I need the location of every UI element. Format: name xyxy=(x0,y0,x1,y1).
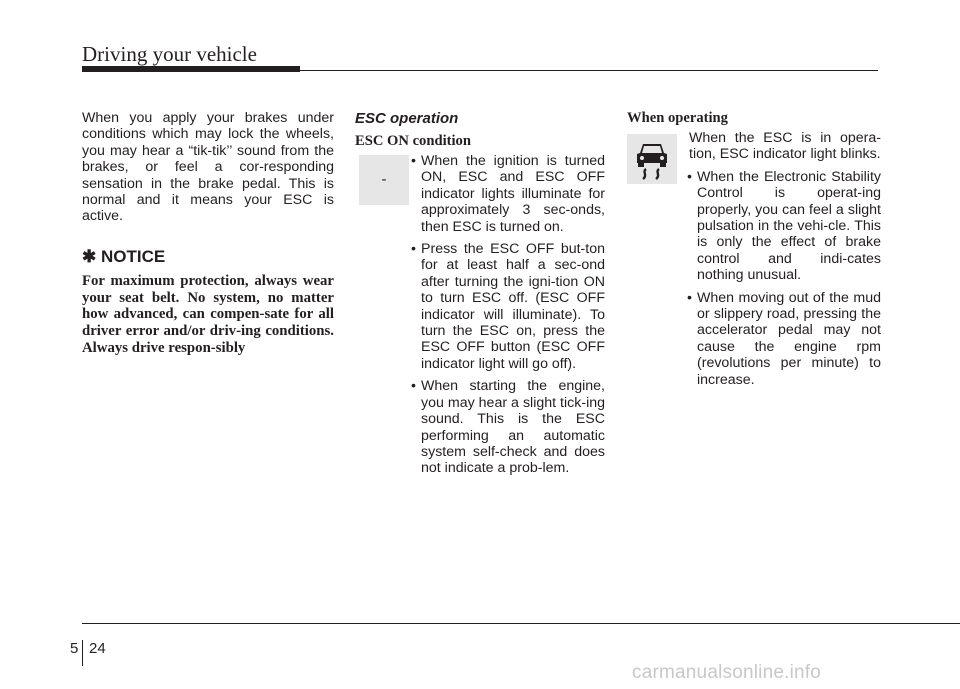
footer-rule xyxy=(82,623,960,624)
list-item: • Press the ESC OFF but-ton for at least half a sec-ond after turning the igni-tion ON to turn ESC off. (ESC OFF indicator will illuminate). To turn the ESC on, press the ESC OFF button (ESC OFF indicator light will go off). xyxy=(409,241,605,372)
esc-operation-heading: ESC operation xyxy=(355,110,459,127)
watermark: carmanualsonline.info xyxy=(632,662,822,683)
page-number: 24 xyxy=(89,640,106,657)
header-bar xyxy=(82,66,300,72)
esc-on-condition-heading: ESC ON condition xyxy=(355,133,471,149)
chapter-number: 5 xyxy=(70,640,79,657)
when-operating-bullets xyxy=(685,169,881,388)
list-item: • When moving out of the mud or slippery road, pressing the accelerator pedal may not cause the engine rpm (revolutions per minute) to increase. xyxy=(685,290,881,388)
footer-separator xyxy=(82,640,83,666)
esc-on-bullets xyxy=(409,153,605,477)
list-item: • When starting the engine, you may hear a slight tick-ing sound. This is the ESC performing an automatic system self-check and does not indicate a prob-lem. xyxy=(409,378,605,476)
list-item: • When the Electronic Stability Control is operat-ing properly, you can feel a slight pulsation in the vehi-cle. This is only the effect of brake control and indi-cates nothing unusual. xyxy=(685,169,881,284)
header-rule xyxy=(300,70,878,71)
column-1 xyxy=(82,110,334,357)
esc-skid-car-icon xyxy=(627,134,677,184)
when-operating-heading: When operating xyxy=(627,110,728,126)
esc-off-indicator-placeholder xyxy=(359,155,409,205)
indicator-dash: - xyxy=(381,171,387,188)
when-operating-intro: When the ESC is in opera-tion, ESC indicator light blinks. xyxy=(689,130,881,163)
page-header-title: Driving your vehicle xyxy=(82,42,257,66)
column-3 xyxy=(627,110,881,394)
brake-paragraph: When you apply your brakes under conditions which may lock the wheels, you may hear a “tik-tik’’ sound from the brakes, or feel a cor-responding sensation in the brake pedal. This is normal and it means your ESC is active. xyxy=(82,110,334,225)
notice-heading: ✱ NOTICE xyxy=(82,246,166,266)
list-item: • When the ignition is turned ON, ESC and ESC OFF indicator lights illuminate for approximately 3 sec-onds, then ESC is turned on. xyxy=(409,153,605,235)
notice-text: For maximum protection, always wear your seat belt. No system, no matter how advanced, can compen-sate for all driver error and/or driv-ing conditions. Always drive respon-sibly xyxy=(82,272,334,357)
column-2 xyxy=(355,110,605,483)
